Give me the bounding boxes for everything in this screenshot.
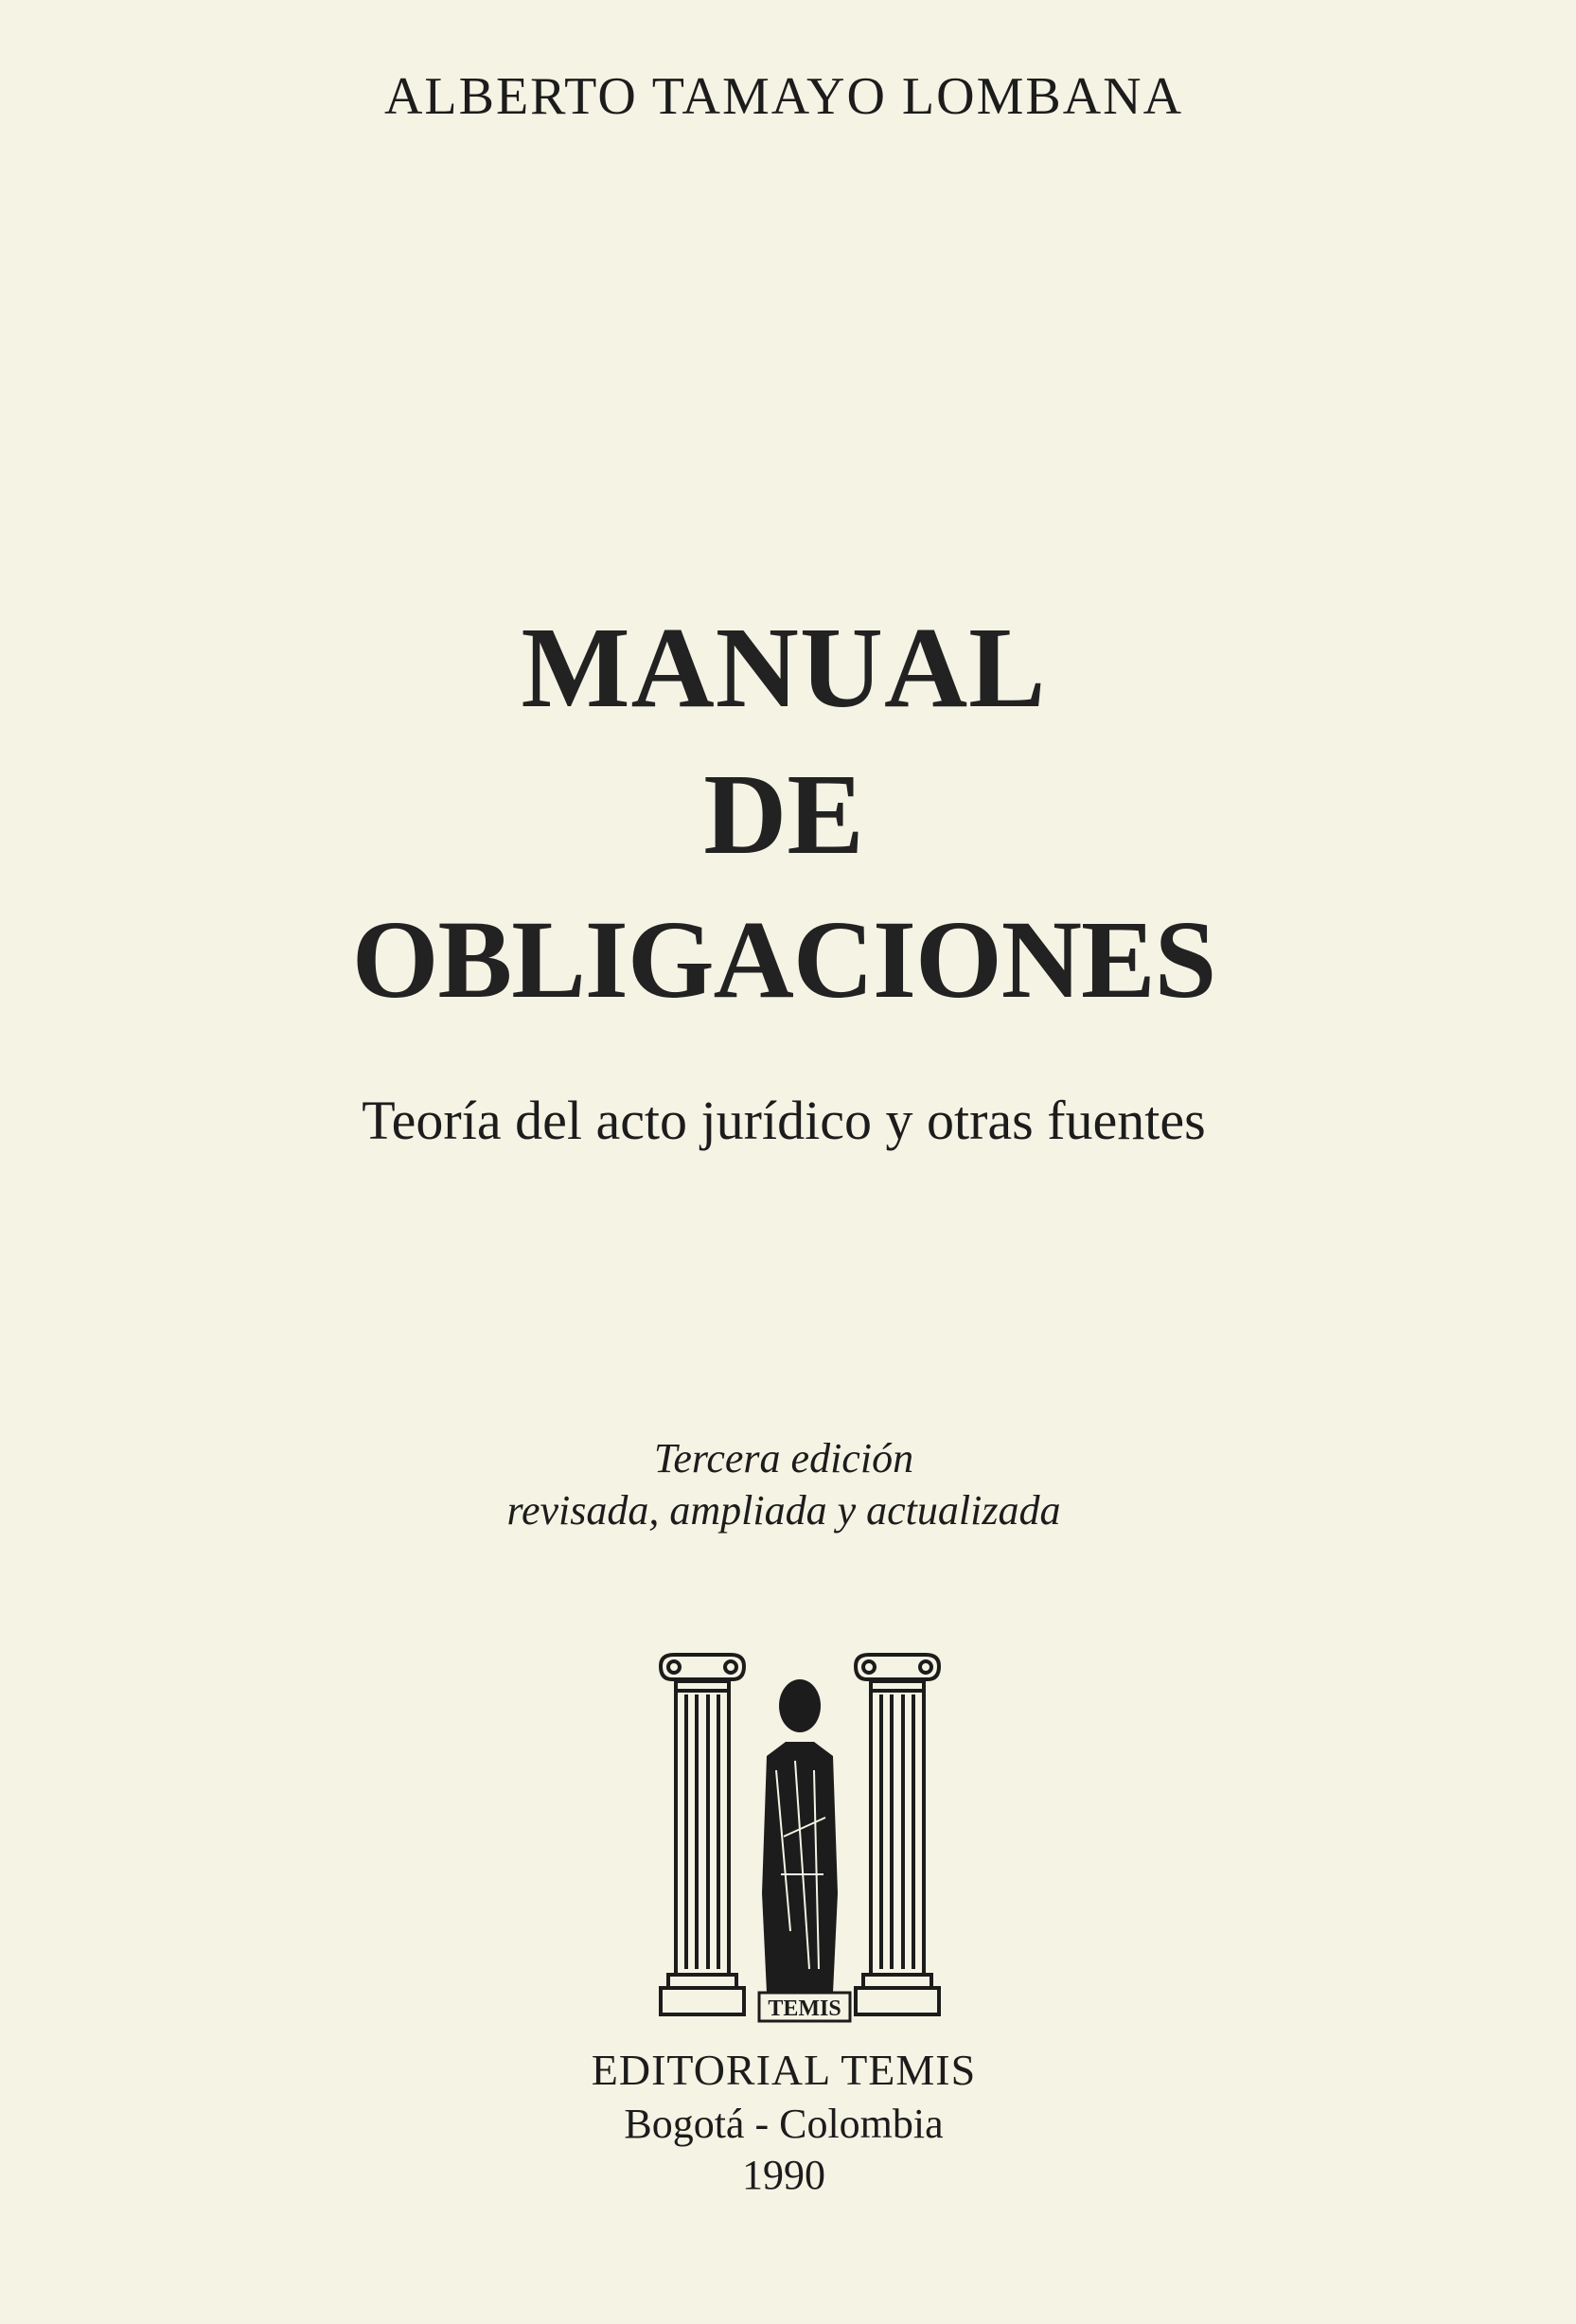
temis-publisher-logo xyxy=(653,1647,947,2035)
publisher-city: Bogotá - Colombia xyxy=(624,2101,944,2147)
themis-statue-icon xyxy=(762,1679,838,1993)
author-name: ALBERTO TAMAYO LOMBANA xyxy=(383,67,1184,126)
edition-line-1: Tercera edición xyxy=(653,1435,914,1481)
subtitle: Teoría del acto jurídico y otras fuentes xyxy=(362,1090,1206,1151)
title-line-2: DE xyxy=(703,751,864,878)
publication-year: 1990 xyxy=(742,2152,825,2198)
title-line-3: OBLIGACIONES xyxy=(351,897,1216,1021)
right-column-icon xyxy=(856,1655,939,2014)
edition-line-2: revisada, ampliada y actualizada xyxy=(506,1487,1061,1534)
left-column-icon xyxy=(661,1655,744,2014)
logo-text: TEMIS xyxy=(768,1996,841,2021)
publisher-name: EDITORIAL TEMIS xyxy=(591,2046,977,2094)
title-line-1: MANUAL xyxy=(521,604,1047,732)
